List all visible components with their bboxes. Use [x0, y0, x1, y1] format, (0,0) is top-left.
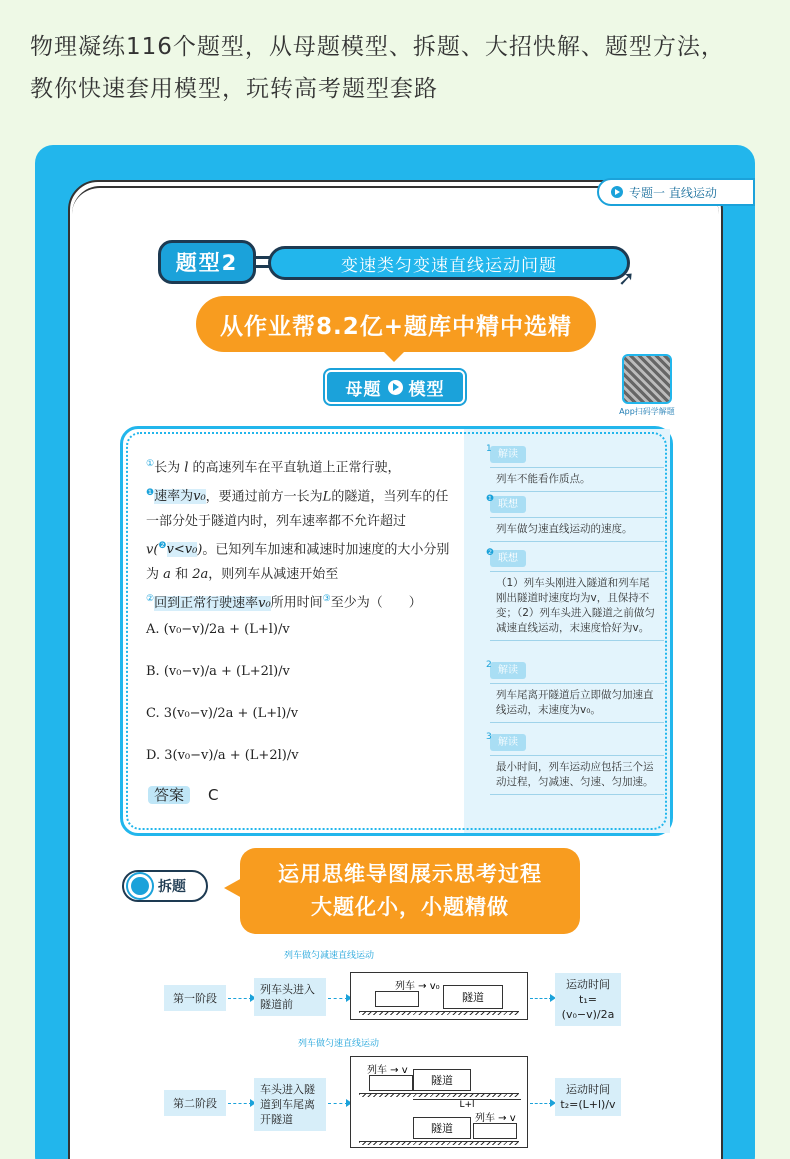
option-expr: 3(v₀−v)/a + (L+2l)/v [164, 748, 299, 763]
ground [359, 1141, 519, 1145]
speed-text: v₀ [429, 981, 440, 992]
arrow [328, 1103, 348, 1104]
note-mark: ❷ [486, 548, 495, 558]
callout-line-1: 运用思维导图展示思考过程 [278, 862, 542, 886]
hl-text [154, 489, 206, 504]
breakdown-badge [122, 870, 208, 902]
time-title: 运动时间 [566, 978, 610, 991]
option-c[interactable] [146, 706, 298, 721]
qr-code[interactable] [622, 354, 672, 404]
arrow [530, 998, 552, 999]
option-expr: 3(v₀−v)/2a + (L+l)/v [163, 706, 299, 721]
q-text: 和 [175, 566, 189, 582]
tunnel: 隧道 [413, 1069, 471, 1091]
note-tag: 联想 [490, 550, 526, 567]
time-title: 运动时间 [566, 1083, 610, 1096]
ground [359, 1093, 519, 1097]
intro-text [30, 26, 770, 110]
option-label: A. [146, 622, 160, 637]
train-icon [369, 1075, 413, 1091]
arrow [530, 1103, 552, 1104]
note-mark: 1 [486, 444, 492, 454]
arrow [228, 1103, 252, 1104]
mindmap-callout [240, 848, 580, 934]
stage1-desc: 列车头进入隧道前 [254, 978, 326, 1016]
q-text: 长为 [154, 460, 181, 476]
cursor-icon: ➚ [618, 266, 635, 290]
arrow [228, 998, 252, 999]
time-expr: t₂=(L+l)/v [560, 1098, 616, 1111]
answer-value: C [208, 786, 219, 804]
stage1-time [555, 973, 621, 1026]
var: v<v₀ [166, 542, 198, 558]
mother-question-badge [325, 370, 465, 404]
note-text: 列车不能看作质点。 [490, 467, 664, 492]
note-tag: 解读 [490, 734, 526, 751]
train-label: 列车 → v₀ [395, 981, 440, 992]
source-pill: 从作业帮8.2亿+题库中精中选精 [196, 296, 596, 352]
stage1-caption: 列车做匀减速直线运动 [284, 951, 375, 961]
q-text: 所用时间 [270, 595, 323, 611]
intro-line-1: 物理凝练116个题型，从母题模型、拆题、大招快解、题型方法， [30, 34, 725, 60]
answer [148, 784, 219, 805]
q-text: 回到正常行驶速率 [154, 595, 259, 611]
note-tag: 解读 [490, 662, 526, 679]
note-3 [486, 548, 664, 641]
var: v( [146, 542, 159, 558]
span-marker: L+l [413, 1099, 521, 1110]
q-text: 。已知列车加速和减速时加速度的大小分别为 [146, 542, 450, 582]
type-badge: 题型2 [158, 240, 256, 284]
mother-question-label: 母题 [345, 379, 382, 400]
ground [359, 1011, 519, 1015]
train-icon [473, 1123, 517, 1139]
stage1-label: 第一阶段 [164, 985, 226, 1011]
option-expr: (v₀−v)/2a + (L+l)/v [163, 622, 290, 637]
option-d[interactable] [146, 748, 299, 763]
stage2-caption: 列车做匀速直线运动 [298, 1039, 380, 1049]
var: 2a [192, 566, 209, 582]
var: v₀ [258, 595, 271, 611]
mark: ❶ [146, 487, 155, 498]
note-tag: 联想 [490, 496, 526, 513]
stage2-desc: 车头进入隧道到车尾离开隧道 [254, 1078, 326, 1131]
arrow [328, 998, 348, 999]
note-2 [486, 494, 664, 542]
question-text [146, 452, 456, 616]
stage2-time [555, 1078, 621, 1116]
note-4 [486, 660, 664, 723]
type-title: 变速类匀变速直线运动问题 [268, 246, 630, 280]
option-label: C. [146, 706, 160, 721]
tunnel: 隧道 [413, 1117, 471, 1139]
q-text: ，则列车从减速开始至 [208, 566, 339, 582]
speed-text: v [509, 1113, 516, 1124]
option-expr: (v₀−v)/a + (L+2l)/v [163, 664, 290, 679]
option-a[interactable] [146, 622, 290, 637]
stage1-scene [350, 972, 528, 1020]
callout-line-2: 大题化小，小题精做 [311, 895, 509, 919]
q-text: ，要通过前方一长为 [205, 489, 323, 505]
option-b[interactable] [146, 664, 290, 679]
train-label: 列车 → v [475, 1113, 516, 1124]
play-icon [388, 380, 403, 395]
stage2-label: 第二阶段 [164, 1090, 226, 1116]
stage2-scene [350, 1056, 528, 1148]
option-label: B. [146, 664, 160, 679]
model-label: 模型 [408, 379, 445, 400]
train-icon [375, 991, 419, 1007]
breakdown-label: 拆题 [158, 879, 186, 895]
note-mark: 2 [486, 660, 492, 670]
var: a [163, 566, 171, 582]
q-text: 至少为（ ） [330, 595, 422, 611]
answer-label: 答案 [148, 786, 190, 804]
train-text: 列车 [367, 1065, 387, 1076]
note-mark: ❶ [486, 494, 495, 504]
play-icon [611, 186, 623, 198]
q-text: 的隧道，当列车的任一部分处于隧道内时，列车速率都不允许超过 [146, 489, 449, 529]
train-text: 列车 [395, 981, 415, 992]
qr-label: App扫码学解题 [619, 407, 675, 416]
train-label: 列车 → v [367, 1065, 408, 1076]
note-5 [486, 732, 664, 795]
hl-text [167, 542, 198, 557]
intro-line-2: 教你快速套用模型，玩转高考题型套路 [30, 76, 438, 102]
mark: ③ [322, 594, 331, 605]
mark: ❷ [158, 541, 167, 552]
time-expr: t₁=(v₀−v)/2a [561, 993, 615, 1021]
var: L [322, 489, 332, 505]
train-text: 列车 [475, 1113, 495, 1124]
var: ) [197, 542, 203, 558]
note-tag: 解读 [490, 446, 526, 463]
note-text: 最小时间，列车运动应包括三个运动过程，匀减速、匀速、匀加速。 [490, 755, 664, 795]
topic-tab-label: 专题一 直线运动 [629, 185, 717, 200]
topic-tab [597, 178, 755, 206]
note-1 [486, 444, 664, 492]
q-text: 的高速列车在平直轨道上正常行驶， [192, 460, 401, 476]
speed-text: v [401, 1065, 408, 1076]
tunnel: 隧道 [443, 985, 503, 1009]
note-text: 列车做匀速直线运动的速度。 [490, 517, 664, 542]
option-label: D. [146, 748, 161, 763]
var: l [184, 460, 189, 476]
mark: ② [146, 594, 155, 605]
note-text: （1）列车头刚进入隧道和列车尾刚出隧道时速度均为v，且保持不变；（2）列车头进入隧道之前做匀减速直线运动，末速度恰好为v。 [490, 571, 664, 641]
q-text: 速率为 [154, 489, 194, 505]
var: v₀ [193, 489, 206, 505]
hl-text [154, 596, 271, 611]
note-mark: 3 [486, 732, 492, 742]
note-text: 列车尾离开隧道后立即做匀加速直线运动，末速度为v₀。 [490, 683, 664, 723]
mark: ① [146, 459, 155, 469]
target-icon [128, 874, 152, 898]
